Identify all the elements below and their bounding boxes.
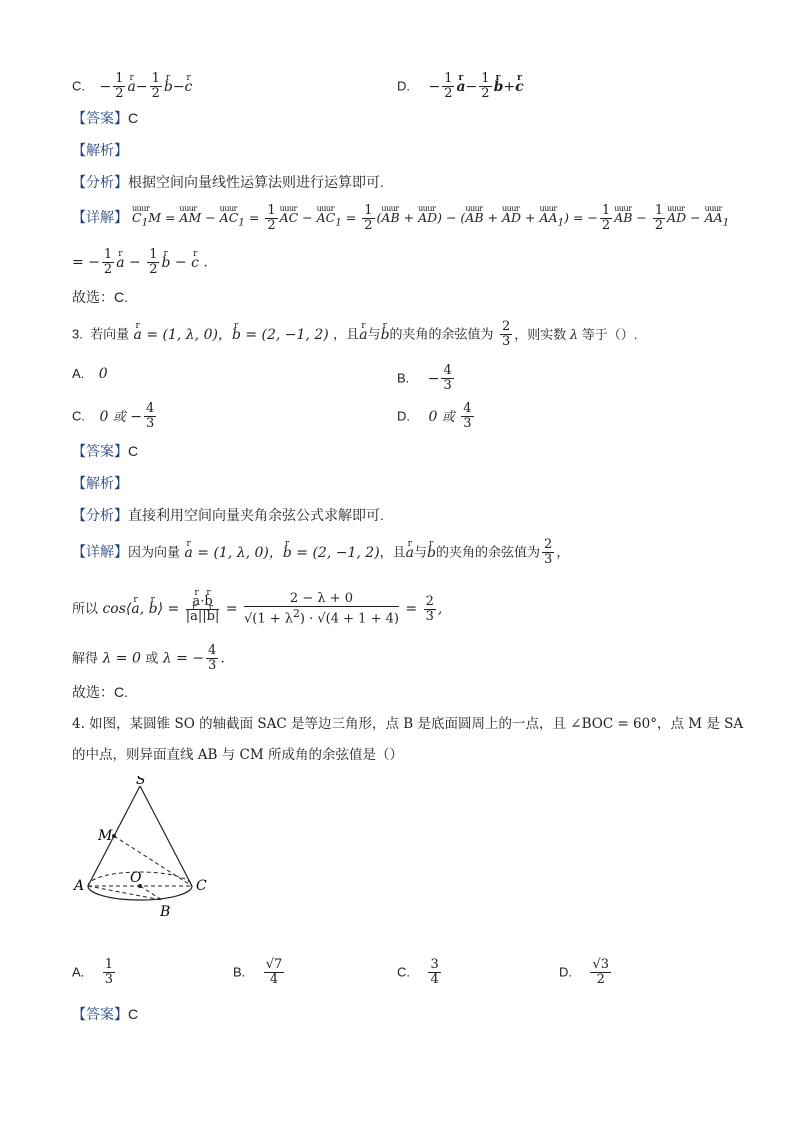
q3-option-a: [72, 364, 108, 384]
segment-MC: [114, 836, 192, 886]
q2-option-d: D. − $\frac{1}{2}$ r a− $\frac{1}{2}$ r b+r c: [397, 72, 524, 101]
q2-answer: [72, 108, 138, 128]
q3-option-b-label: B.: [397, 370, 410, 386]
label-C: C: [196, 878, 207, 894]
label-O: O: [130, 870, 142, 886]
q2-detail-line1: [72, 204, 729, 233]
q3-answer: [72, 441, 138, 461]
q4-stem-line1: 4. 如图，某圆锥 SO 的轴截面 SAC 是等边三角形，点 B 是底面圆周上的一点，且 ∠BOC = 60°，点 M 是 SA: [72, 716, 744, 732]
answer-value: C: [128, 110, 139, 126]
fenxi-text: 直接利用空间向量夹角余弦公式求解即可.: [128, 507, 384, 523]
analysis-tag: 【解析】: [72, 475, 128, 491]
q2-option-c: C. − $\frac{1}{2}$ r a− $\frac{1}{2}$ r b−r c: [72, 72, 192, 101]
detail-tag: 【详解】: [72, 543, 128, 560]
segment-AB: [88, 886, 162, 900]
q3-detail-line1: 【详解】因为向量 r a = (1, λ, 0)，r b = (2, −1, 2)，且r a与r b的夹角的余弦值为 $\frac{2}{3}$ ，: [72, 538, 569, 567]
q4-option-d-label: D.: [559, 964, 572, 980]
base-ellipse-front: [88, 886, 192, 900]
q2-detail-line2: = − $\frac{1}{2}$ r a − $\frac{1}{2}$ r b − r c .: [72, 248, 208, 277]
q3-choose: 故选：C.: [72, 684, 128, 700]
q4-option-b: B. $\frac{√7}{4}$: [233, 957, 283, 987]
label-M: M: [98, 828, 113, 844]
q3-fenxi: [72, 505, 384, 525]
q4-option-c-label: C.: [397, 964, 410, 980]
q2-option-d-label: D.: [397, 78, 410, 94]
label-A: A: [74, 878, 85, 894]
label-B: B: [160, 904, 171, 920]
q4-option-d: D. $\frac{√3}{2}$: [559, 957, 610, 987]
answer-value: C: [128, 1006, 139, 1022]
q3-analysis-tag: [72, 473, 128, 493]
point-M: [112, 834, 116, 838]
q3-detail-line3: 解得 λ = 0 或 λ = − $\frac{4}{3}$ .: [72, 643, 225, 673]
q2-analysis-tag: [72, 140, 128, 160]
q4-option-a: A. $\frac{1}{3}$: [72, 957, 114, 987]
q3-option-b: B. − $\frac{4}{3}$: [397, 363, 452, 393]
q3-detail-line2: 所以 cos⟨r a, r b⟩ = r $\frac{\text{a·r b}}{\text{|r a||r b|}}$ = $\frac{2 - \lambda + 0}{√(1 + \lambda^2) \cdot √(4 + 1 + 4)}$ = $\frac{2}{3}$ ,: [72, 592, 442, 626]
fenxi-tag: 【分析】: [72, 174, 128, 190]
q3-option-d: D. 0 或 $\frac{4}{3}$: [397, 401, 472, 431]
edge-SC: [140, 786, 192, 886]
label-S: S: [136, 776, 146, 788]
q4-option-b-label: B.: [233, 964, 246, 980]
q4-stem-line2: 的中点，则异面直线 AB 与 CM 所成角的余弦值是（）: [72, 747, 403, 763]
cone-figure: [70, 776, 230, 940]
analysis-tag: 【解析】: [72, 142, 128, 158]
fenxi-tag: 【分析】: [72, 507, 128, 523]
answer-tag: 【答案】: [72, 110, 128, 126]
answer-value: C: [128, 443, 139, 459]
q4-option-a-label: A.: [72, 964, 85, 980]
q4-answer: [72, 1004, 138, 1024]
detail-tag: 【详解】: [72, 209, 128, 225]
q2-option-c-label: C.: [72, 78, 85, 94]
q3-option-d-label: D.: [397, 408, 410, 424]
q3-option-a-value: 0: [98, 366, 108, 382]
q2-fenxi: [72, 172, 384, 192]
q3-option-c: C. 0 或 − $\frac{4}{3}$: [72, 401, 155, 431]
q2-choose: 故选：C.: [72, 289, 128, 305]
q3-option-a-label: A.: [72, 366, 85, 381]
q3-option-c-label: C.: [72, 408, 85, 424]
q2-detail-formula: uuur $C_1M$ = uuur AM − uuur $AC_1$ = $\frac{1}{2}$ uuur AC − uuur $AC_1$ = $\frac{1}{2}$ (uuur AB + uuur AD) − (uuur AB + uuur AD + uuur $AA_1$) = − $\frac{1}{2}$ uuur AB − $\frac{1}{2}$ uuur AD − uuur $AA_1$: [132, 210, 729, 225]
answer-tag: 【答案】: [72, 1006, 128, 1022]
fenxi-text: 根据空间向量线性运算法则进行运算即可.: [128, 174, 384, 190]
cone-diagram: [70, 776, 230, 936]
q4-option-c: C. $\frac{3}{4}$: [397, 957, 439, 987]
q3-stem: 3. 若向量 r a = (1, λ, 0)，r b = (2, −1, 2) ，且r a与r b的夹角的余弦值为 $\frac{2}{3}$ ，则实数 λ 等于（）.: [72, 320, 637, 349]
answer-tag: 【答案】: [72, 443, 128, 459]
